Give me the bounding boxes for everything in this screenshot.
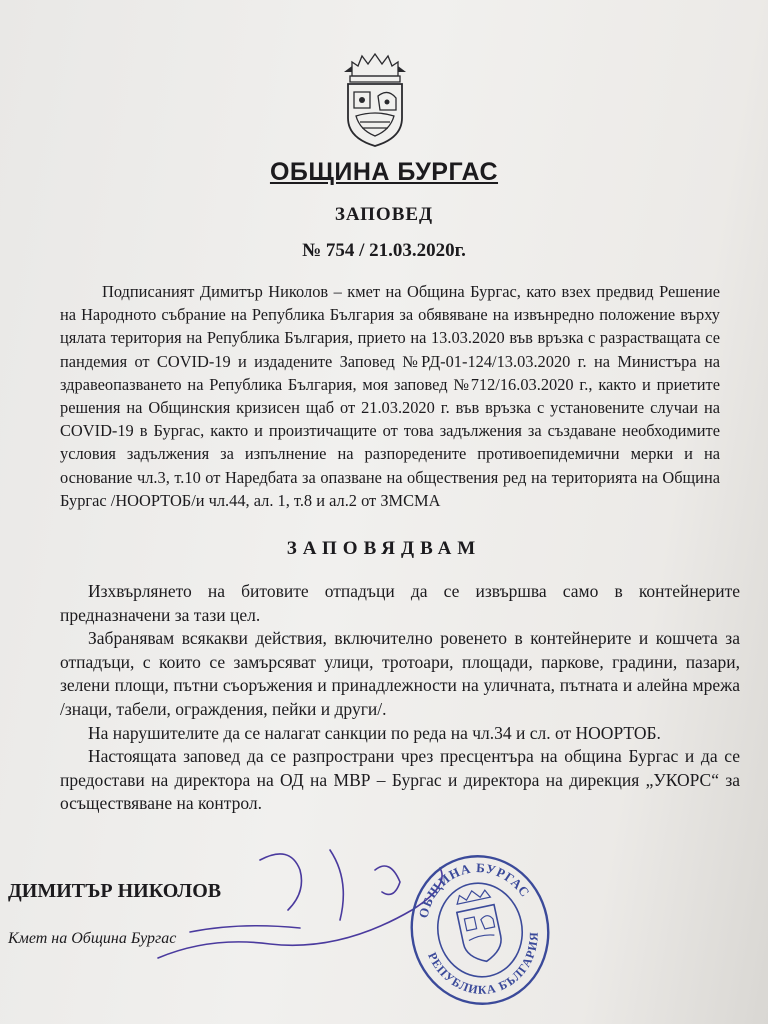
order-item: На нарушителите да се налагат санкции по реда на чл.34 и сл. от НООРТОБ.: [88, 722, 661, 743]
burgas-coat-of-arms-icon: [340, 52, 410, 148]
preamble-text: Подписаният Димитър Николов – кмет на Община Бургас, като взех предвид Решение на Народното събрание на Република България за обявяване на извънредно положение върху цялата територия на Република България, прието на 13.03.2020 във връзка с разрастващата се пандемия от COVID-19 и издадените Заповед №РД-01-124/13.03.2020 г. на Министъра на здравеопазването на Република България, моя заповед №712/16.03.2020 г., както и приетите решения на Общинския кризисен щаб от 21.03.2020 г. във връзка с установените случаи на COVID-19 в Бургас, както и произтичащите от това задължения за създаване необходимите условия задължения за изпълнение на разпоредените противоепидемични мерки и на основание чл.3, т.10 от Наредбата за опазване на обществения ред на територията на Община Бургас /НООРТОБ/и чл.44, ал. 1, т.8 и ал.2 от ЗМСМА: [60, 282, 720, 510]
document-title: ЗАПОВЕД: [334, 204, 434, 225]
svg-text:РЕПУБЛИКА БЪЛГАРИЯ: [424, 928, 551, 1008]
order-items: [60, 580, 740, 816]
stamp-bottom-text: РЕПУБЛИКА БЪЛГАРИЯ: [425, 931, 541, 997]
municipality-heading: ОБЩИНА БУРГАС: [269, 158, 499, 186]
order-item: Забранявам всякакви действия, включително ровенето в контейнерите и кошчета за отпадъци, с които се замърсяват улици, тротоари, площади, паркове, градини, пазари, зелени площи, пътни съоръжения и принадлежности на уличната, пътната и алейна мрежа /знаци, табели, ограждения, пейки и други/.: [60, 628, 740, 719]
order-item: Настоящата заповед да се разпространи чрез пресцентъра на община Бургас и да се предостави на директора на ОД на МВР – Бургас и директора на дирекция „УКОРС“ за осъществяване на контрол.: [60, 746, 740, 814]
svg-text:ОБЩИНА БУРГАС: [407, 850, 535, 922]
signer-name: ДИМИТЪР НИКОЛОВ: [8, 880, 222, 902]
signer-role: Кмет на Община Бургас: [8, 930, 177, 947]
order-number: № 754 / 21.03.2020г.: [302, 240, 466, 261]
stamp-top-text: ОБЩИНА БУРГАС: [415, 860, 534, 920]
official-stamp: [405, 850, 555, 1010]
order-item: Изхвърлянето на битовите отпадъци да се извършва само в контейнерите предназначени за тази цел.: [60, 581, 740, 625]
preamble: [60, 280, 720, 512]
order-heading: ЗАПОВЯДВАМ: [286, 538, 482, 559]
